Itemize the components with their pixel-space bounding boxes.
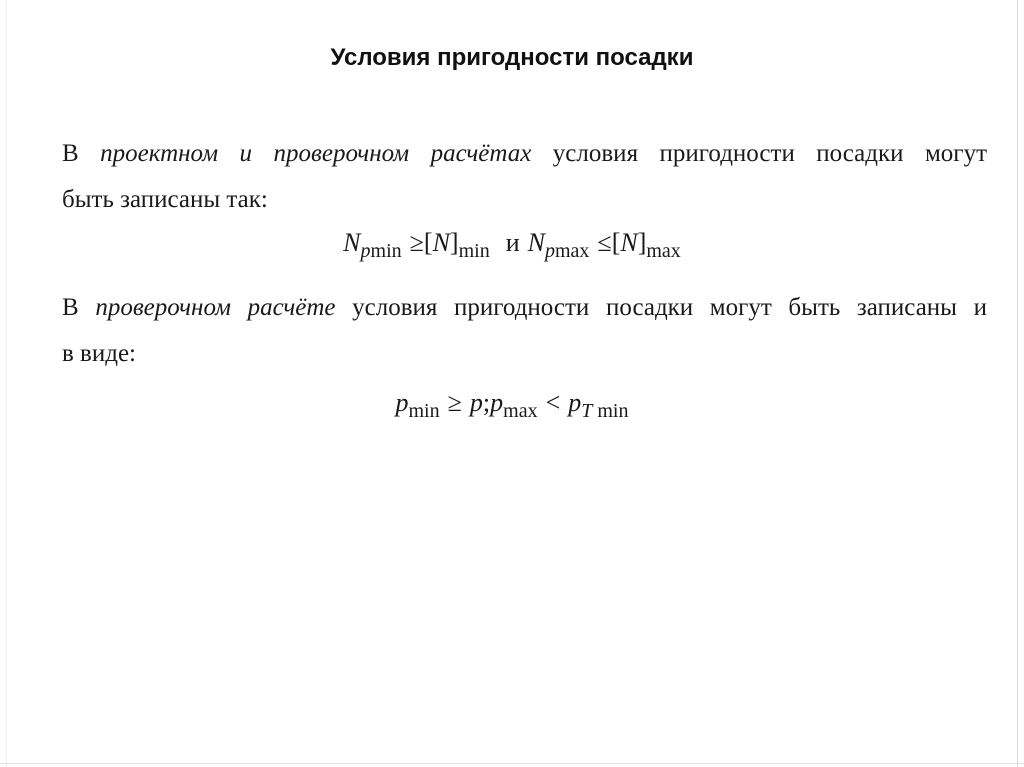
formula-1-allow-max-sub: max [646, 240, 681, 262]
paragraph-1-line-2: быть записаны так: [62, 186, 268, 213]
formula-1-le-sign: ≤[ [597, 228, 621, 257]
formula-1-N-allow-min: N [432, 228, 450, 257]
paragraph-2-italic-term: проверочном расчёте [95, 294, 336, 321]
formula-1-max-sub: max [554, 240, 590, 262]
formula-1-bracket-close-2: ] [637, 228, 647, 257]
slide-bottom-border [0, 763, 1024, 764]
formula-2-p-T: p [568, 388, 582, 417]
formula-2-min-sub: min [408, 400, 440, 422]
slide-left-border [6, 0, 7, 767]
formula-pressure-limits [0, 388, 1024, 423]
formula-2-separator: ; [482, 388, 491, 417]
formula-1-bracket-close: ] [449, 228, 459, 257]
paragraph-1-prefix: В [62, 140, 101, 167]
formula-2-p-min: p [395, 388, 409, 417]
formula-2-T-sub: T [581, 400, 593, 422]
paragraph-1-line-1 [62, 131, 987, 177]
formula-2-p-max: p [490, 388, 504, 417]
paragraph-2-prefix: В [62, 294, 96, 321]
formula-1-and: и [505, 228, 520, 257]
formula-1-N-max: N [527, 228, 545, 257]
paragraph-2-line-1 [62, 285, 987, 331]
paragraph-check [62, 285, 987, 377]
paragraph-1-line-1-rest: условия пригодности посадки могут [531, 140, 987, 167]
formula-1-allow-min-sub: min [458, 240, 490, 262]
paragraph-2-line-1-rest: условия пригодности посадки могут быть записаны и [335, 294, 987, 321]
formula-1-min-sub: min [370, 240, 402, 262]
slide-title: Условия пригодности посадки [330, 44, 694, 71]
paragraph-2-line-2: в виде: [62, 340, 136, 367]
formula-interference-limits [0, 228, 1024, 263]
formula-2-lt-sign: < [545, 388, 561, 417]
formula-1-p-sub: p [360, 240, 371, 262]
slide-right-border [1017, 0, 1018, 767]
formula-2-max-sub: max [503, 400, 538, 422]
formula-1-N-allow-max: N [620, 228, 638, 257]
formula-1-ge-sign: ≥[ [409, 228, 433, 257]
formula-2-ge-sign: ≥ [447, 388, 462, 417]
formula-1-N-min: N [343, 228, 361, 257]
paragraph-1-italic-term: проектном и проверочном расчётах [100, 140, 532, 167]
formula-1-p-sub-2: p [544, 240, 555, 262]
paragraph-design-check [62, 131, 987, 223]
formula-2-p: p [469, 388, 483, 417]
formula-2-tmin-sub: min [592, 400, 629, 422]
